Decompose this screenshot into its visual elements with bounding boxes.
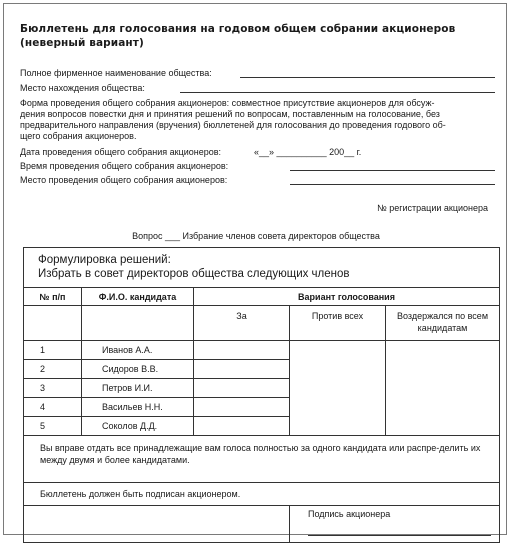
option-against-header: Против всех xyxy=(290,306,386,341)
signature-line xyxy=(308,535,491,536)
ballot-frame xyxy=(3,3,507,535)
candidate-name: Петров И.И. xyxy=(82,379,194,398)
row-number: 3 xyxy=(24,379,82,398)
col-candidate-header: Ф.И.О. кандидата xyxy=(82,288,194,306)
signature-required-note: Бюллетень должен быть подписан акционером. xyxy=(24,483,500,506)
vote-for-cell[interactable] xyxy=(194,379,290,398)
cumulative-vote-note: Вы вправе отдать все принадлежащие вам голоса полностью за одного кандидата или распре-делить их между двумя и более кандидатами. xyxy=(24,436,500,483)
time-field[interactable] xyxy=(290,170,495,171)
vote-for-cell[interactable] xyxy=(194,417,290,436)
location-field[interactable] xyxy=(180,92,495,93)
form-paragraph xyxy=(20,98,500,142)
place-field[interactable] xyxy=(290,184,495,185)
decision-heading xyxy=(24,248,500,288)
form-line-3: предварительного направления (вручения) бюллетеней для голосования до проведения годового об- xyxy=(20,120,446,130)
title-line-1: Бюллетень для голосования на годовом общем собрании акционеров xyxy=(20,23,456,35)
signature-cell[interactable] xyxy=(290,506,500,543)
title-line-2: (неверный вариант) xyxy=(20,37,144,49)
row-number: 5 xyxy=(24,417,82,436)
time-label: Время проведения общего собрания акционеров: xyxy=(20,161,229,171)
vote-for-cell[interactable] xyxy=(194,360,290,379)
company-name-field[interactable] xyxy=(240,77,495,78)
option-abstain-header: Воздержался по всем кандидатам xyxy=(386,306,500,341)
decision-heading-1: Формулировка решений: xyxy=(38,254,171,266)
registration-number-label: № регистрации акционера xyxy=(377,203,488,213)
decision-heading-2: Избрать в совет директоров общества следующих членов xyxy=(38,268,350,280)
ballot-title xyxy=(20,22,500,50)
company-name-label: Полное фирменное наименование общества: xyxy=(20,68,212,78)
candidate-name: Иванов А.А. xyxy=(82,341,194,360)
date-label: Дата проведения общего собрания акционеров: xyxy=(20,147,222,157)
blank-cell xyxy=(24,306,82,341)
form-line-2: дения вопросов повестки дня и принятия решений по вопросам, поставленным на голосование, без xyxy=(20,109,440,119)
option-for-header: За xyxy=(194,306,290,341)
candidate-name: Соколов Д.Д. xyxy=(82,417,194,436)
location-label: Место нахождения общества: xyxy=(20,83,145,93)
candidate-name: Сидоров В.В. xyxy=(82,360,194,379)
col-variant-header: Вариант голосования xyxy=(194,288,500,306)
question-line: Вопрос ___ Избрание членов совета директоров общества xyxy=(132,231,380,241)
vote-for-cell[interactable] xyxy=(194,341,290,360)
place-label: Место проведения общего собрания акционеров: xyxy=(20,175,228,185)
col-number-header: № п/п xyxy=(24,288,82,306)
form-line-1: Форма проведения общего собрания акционеров: совместное присутствие акционеров для обсуж- xyxy=(20,98,435,108)
row-number: 1 xyxy=(24,341,82,360)
date-value[interactable]: «__» __________ 200__ г. xyxy=(254,147,362,157)
blank-cell xyxy=(82,306,194,341)
vote-against-all-cell[interactable] xyxy=(290,341,386,436)
form-line-4: щего собрания акционеров. xyxy=(20,131,137,141)
blank-cell xyxy=(24,506,290,543)
row-number: 4 xyxy=(24,398,82,417)
vote-for-cell[interactable] xyxy=(194,398,290,417)
signature-label: Подпись акционера xyxy=(308,509,391,519)
candidate-name: Васильев Н.Н. xyxy=(82,398,194,417)
vote-abstain-all-cell[interactable] xyxy=(386,341,500,436)
voting-table xyxy=(23,247,500,543)
row-number: 2 xyxy=(24,360,82,379)
